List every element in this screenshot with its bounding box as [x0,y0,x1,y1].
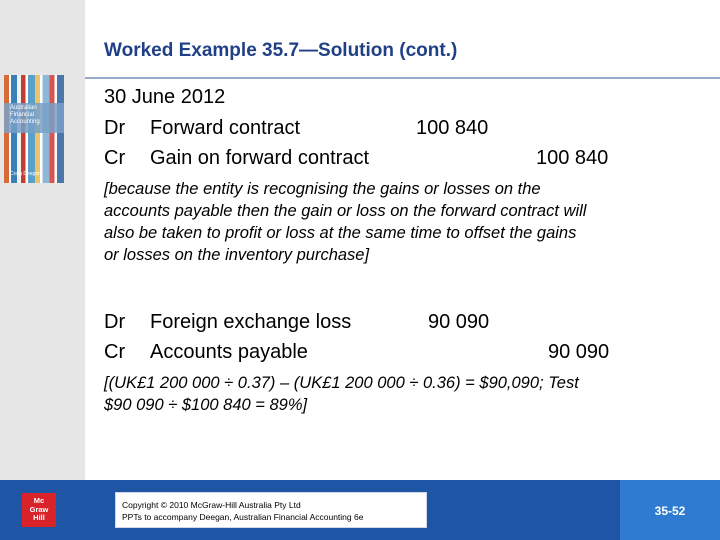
entry2-cr-amount: 90 090 [548,341,610,363]
slide-title: Worked Example 35.7—Solution (cont.) [104,40,458,61]
note-calculation [104,372,579,416]
entry1-cr-amount: 100 840 [536,147,609,169]
entry1-cr-label: Cr [104,147,126,169]
note-line: [(UK£1 200 000 ÷ 0.37) – (UK£1 200 000 ÷ 0.36) = $90,090; Test [104,374,579,392]
book-cover-title-line: Australian [10,105,37,111]
note-line: also be taken to profit or loss at the same time to offset the gains [104,224,577,242]
logo-text-line: Graw [29,504,49,514]
entry2-dr-amount: 90 090 [428,311,490,333]
left-sidebar-strip [0,0,85,480]
ppt-note-text: PPTs to accompany Deegan, Australian Financial Accounting 6e [122,512,364,522]
note-line: accounts payable then the gain or loss on the forward contract will [104,202,587,220]
entry1-cr-account: Gain on forward contract [150,147,369,169]
title-divider [85,77,720,79]
copyright-text: Copyright © 2010 McGraw-Hill Australia Pty Ltd [122,500,301,510]
entry2-cr-account: Accounts payable [150,341,308,363]
mcgraw-hill-logo [22,493,56,527]
note-line: $90 090 ÷ $100 840 = 89%] [104,396,308,414]
entry-date: 30 June 2012 [104,86,226,108]
entry2-dr-account: Foreign exchange loss [150,311,352,333]
page-number: 35-52 [654,504,686,518]
entry1-dr-account: Forward contract [150,117,301,139]
entry1-dr-amount: 100 840 [416,117,489,139]
copyright-box [115,492,427,528]
book-cover-image [4,75,64,183]
book-cover-title [10,105,64,126]
logo-text-line: Hill [33,513,45,523]
logo-text-line: Mc [33,496,45,506]
note-line: or losses on the inventory purchase] [104,246,370,264]
book-cover-author: Craig Deegan [10,171,41,177]
note-line: [because the entity is recognising the gains or losses on the [104,180,541,198]
entry2-dr-label: Dr [104,311,126,333]
entry2-cr-label: Cr [104,341,126,363]
book-cover-title-line: Financial Accounting [10,112,40,125]
note-forward-contract [104,178,586,266]
entry1-dr-label: Dr [104,117,126,139]
